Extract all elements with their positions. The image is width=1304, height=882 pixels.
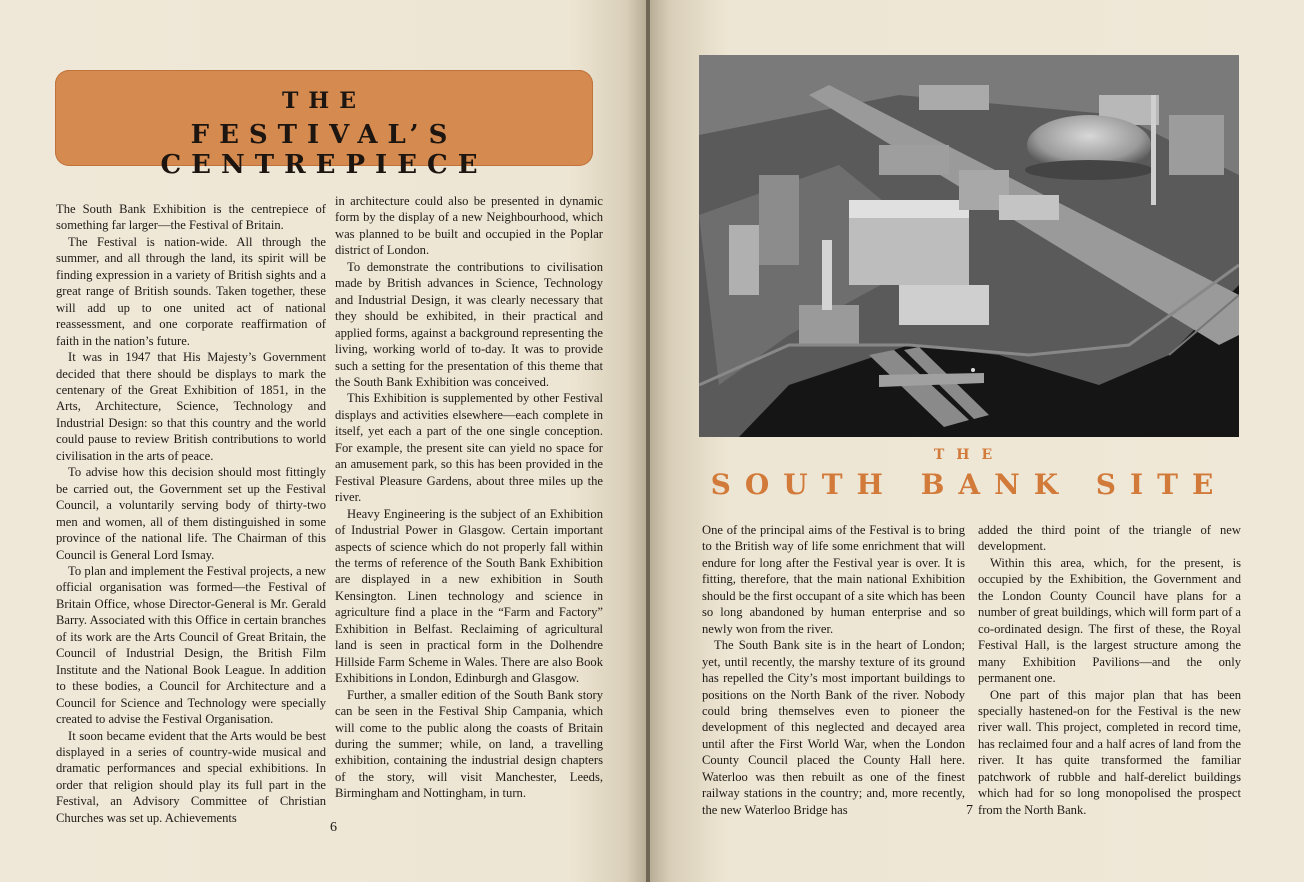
paragraph: Within this area, which, for the present, is occupied by the Exhibition, the Government and the London County Council have plans for a number of great buildings, which will form part of a co-ordinated design. The first of these, the Royal Festival Hall, is the largest structure among the many Exhibition Pavilions—and the only permanent one. [978, 555, 1242, 686]
page-number: 6 [330, 820, 337, 835]
paragraph: One part of this major plan that has been specially hastened-on for the Festival is the new river wall. This project, completed in record time, has reclaimed four and a half acres of land from the river. It has quite transformed the familiar patchwork of rubble and half-derelict buildings which had for so long monopolised the prospect from the North Bank. [978, 687, 1241, 817]
paragraph: in architecture could also be presented in dynamic form by the display of a new Neighbourhood, which was planned to be built and occupied in the Poplar district of London. [335, 194, 603, 258]
left-column-2 [335, 193, 603, 802]
paragraph: The South Bank site is in the heart of London; yet, until recently, the marshy texture of its ground has repelled the City’s most important buildings to positions on the North Bank of the river. Nobody could bring themselves even to pioneer the development of this neglected and decayed area until after the First World War, when the London County Council placed the County Hall here. Waterloo was then rebuilt as one of the finest railway stations in the country; and, more recently, the new Waterloo Bridge has [702, 638, 965, 817]
aerial-model-photo [699, 55, 1239, 437]
paragraph: It was in 1947 that His Majesty’s Government decided that there should be displays to mark the centenary of the Great Exhibition of 1851, in the Arts, Architecture, Science, Technology and Industrial Design: so that this country and the world could pause to review British contributions to world civilisation in the arts of peace. [56, 350, 326, 463]
paragraph: This Exhibition is supplemented by other Festival displays and activities elsewhere—each complete in itself, yet each a part of the one single conception. For example, the present site can yield no space for an amusement park, so this has been provided in the Festival Pleasure Gardens, about three miles up the river. [335, 391, 603, 505]
paragraph: Heavy Engineering is the subject of an Exhibition of Industrial Power in Glasgow. Certain important aspects of science which do not properly fall within the terms of reference of the South Bank Exhibition are displayed in a new exhibition in South Kensington. Linen technology and science in agriculture find a place in the “Farm and Factory” Exhibition in Belfast. Reclaiming of agricultural land is seen in practical form in the Dolhendre Hillside Farm Scheme in Wales. There are also Book Exhibitions in London, Edinburgh and Glasgow. [335, 506, 603, 686]
paragraph: To demonstrate the contributions to civilisation made by British advances in Science, Technology and Industrial Design, it was clearly necessary that they should be exhibited, in their practical and applied forms, against a background representing the living, working world of to-day. It was to provide such a setting for the presentation of this theme that the South Bank Exhibition was conceived. [335, 259, 603, 389]
right-column-2 [978, 522, 1241, 818]
left-page [0, 0, 646, 882]
paragraph: To plan and implement the Festival projects, a new official organisation was formed—the Festival of Britain Office, whose Director-General is Mr. Gerald Barry. Associated with this Office in certain branches of its work are the Arts Council of Great Britain, the Council of Industrial Design, the British Film Institute and the National Book League. In addition to these bodies, a Council for Architecture and a Council for Science and Technology were specially created to advise the Festival Organisation. [56, 563, 326, 727]
paragraph: To advise how this decision should most fittingly be carried out, the Government set up the Festival Council, a voluntarily serving body of thirty-two men and women, all of them distinguished in some province of the national life. The Chairman of this Council is General Lord Ismay. [56, 465, 326, 562]
paragraph: Further, a smaller edition of the South Bank story can be seen in the Festival Ship Campania, which will come to the public along the coasts of Britain during the summer; while, on land, a travelling exhibition, containing the industrial design chapters of the story, will visit Manchester, Leeds, Birmingham and Nottingham, in turn. [335, 687, 603, 801]
title-line-2: FESTIVAL’S CENTREPIECE [160, 120, 488, 180]
paragraph: The Festival is nation-wide. All through the summer, and all through the land, its spirit will be finding expression in a variety of British sights and a great range of British sounds. Taken together, these will add up to one united act of national reassessment, and one corporate reaffirmation of faith in the nation’s future. [56, 234, 326, 348]
title-line-1: THE [282, 88, 366, 114]
section-title: SOUTH BANK SITE [710, 468, 1228, 501]
right-column-1 [702, 522, 965, 818]
page-number: 7 [966, 803, 973, 818]
title-banner [55, 70, 593, 180]
paragraph: One of the principal aims of the Festival is to bring to the British way of life some enrichment that will endure for long after the Festival year is over. It is fitting, therefore, that the main national Exhibition should be the first occupant of a site which has been so long abandoned by human enterprise and so newly won from the river. [702, 523, 965, 636]
paragraph: The South Bank Exhibition is the centrepiece of something far larger—the Festival of Britain. [56, 202, 326, 233]
left-column-1 [56, 201, 326, 826]
section-title-small: THE [933, 447, 1005, 463]
paragraph: added the third point of the triangle of new development. [978, 523, 1241, 554]
paragraph: It soon became evident that the Arts would be best displayed in a series of country-wide musical and dramatic performances and special exhibitions. In order that religion should play its full part in the Festival, an Advisory Committee of Christian Churches was set up. Achievements [56, 728, 326, 825]
